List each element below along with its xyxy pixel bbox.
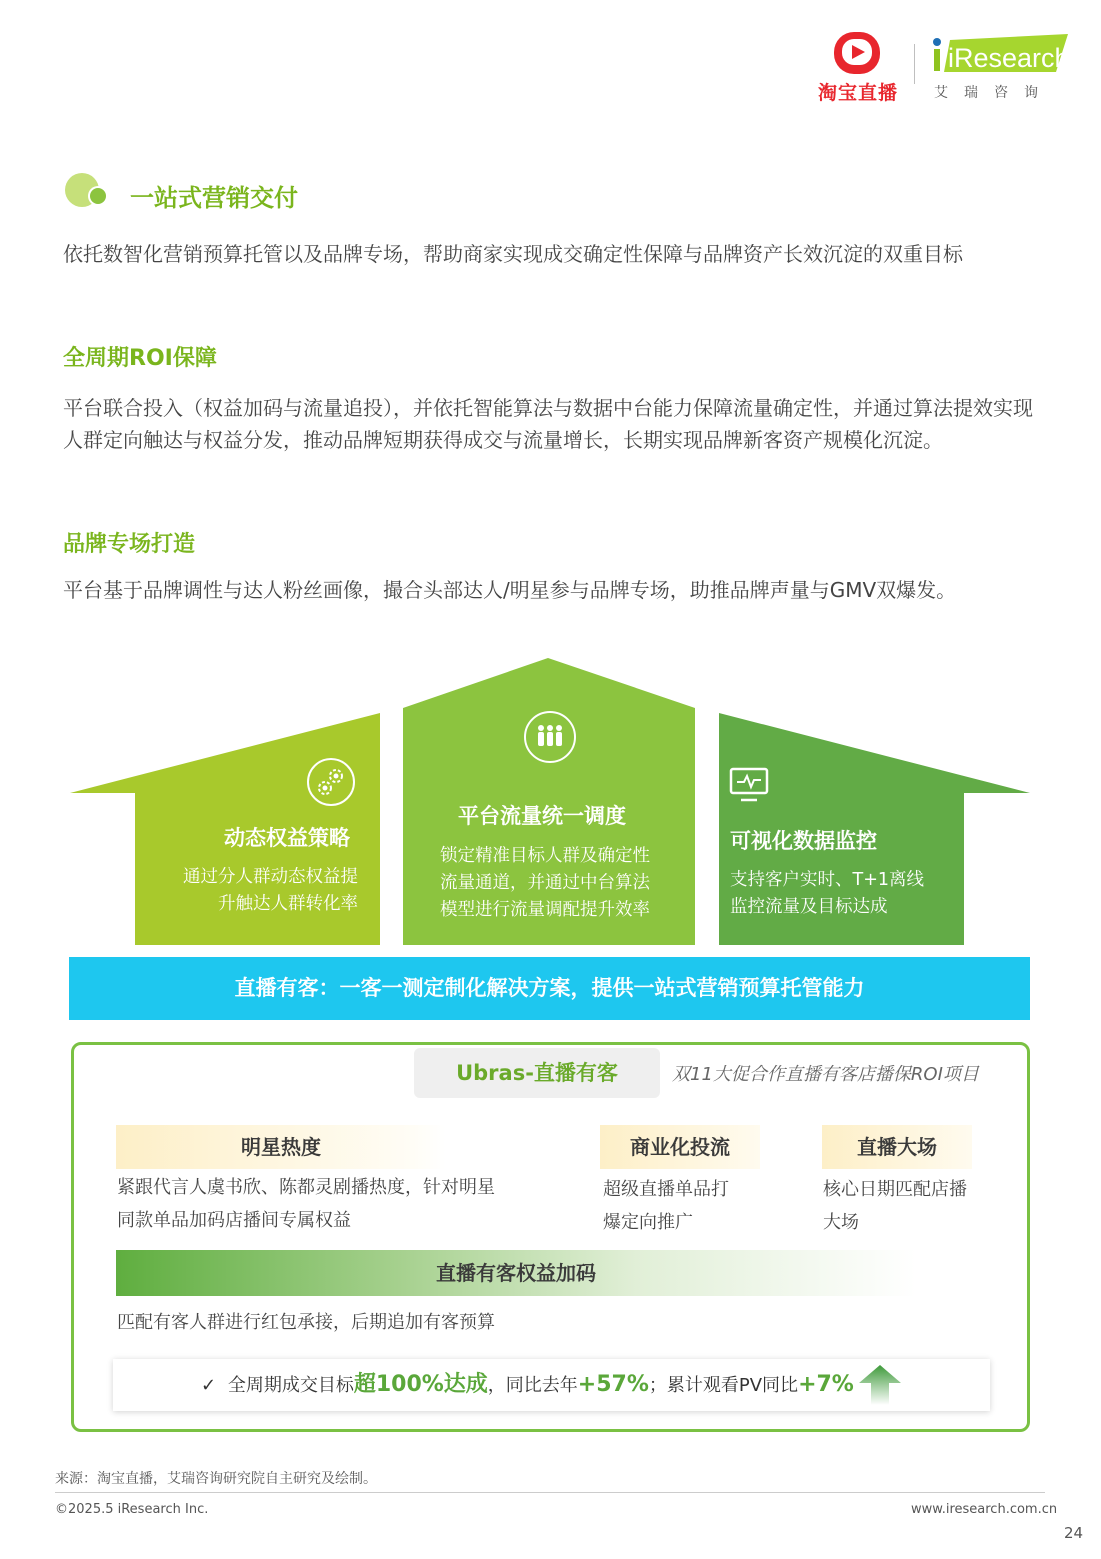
result-highlight-1: 超100%达成 [353, 1372, 488, 1397]
taobao-logo-text: 淘宝直播 [817, 82, 898, 104]
taobao-play-icon [812, 30, 904, 78]
house-left-desc-line: 通过分人群动态权益提 [183, 867, 358, 887]
house-center-desc-line: 锁定精准目标人群及确定性 [440, 846, 650, 866]
section-bubble-icon [64, 172, 114, 212]
block-text-roi: 平台联合投入（权益加码与流量追投），并依托智能算法与数据中台能力保障流量确定性，并通过算法提效实现人群定向触达与权益分发，推动品牌短期获得成交与流量增长，长期实现品牌新客资产规模化沉淀。 [63, 396, 1033, 452]
case-brand-label: Ubras-直播有客 [414, 1048, 660, 1098]
case-tag-star: 明星热度 [116, 1125, 446, 1169]
case-live-line: 大场 [823, 1212, 859, 1233]
house-right-desc-line: 支持客户实时、T+1离线 [730, 870, 924, 890]
result-highlight-3: +7% [798, 1372, 854, 1397]
result-part1: 全周期成交目标 [227, 1375, 354, 1396]
copyright: ©2025.5 iResearch Inc. [55, 1502, 209, 1517]
people-icon [523, 710, 577, 764]
case-live-text [823, 1173, 967, 1239]
bonus-bar: 直播有客权益加码 [116, 1250, 916, 1296]
check-icon: ✓ [201, 1375, 217, 1396]
house-left-title: 动态权益策略 [224, 826, 350, 850]
iresearch-logo-graphic [928, 32, 1073, 77]
section-title: 一站式营销交付 [130, 184, 298, 212]
case-star-text [117, 1171, 495, 1237]
case-ads-text [603, 1173, 729, 1239]
result-part2: ，同比去年 [487, 1375, 578, 1396]
house-right-title: 可视化数据监控 [730, 829, 877, 853]
block-text-brand: 平台基于品牌调性与达人粉丝画像，撮合头部达人/明星参与品牌专场，助推品牌声量与GMV双爆发。 [63, 578, 957, 602]
iresearch-logo-text: iResearch [948, 43, 1070, 73]
page-number: 24 [1064, 1524, 1084, 1542]
block-title-roi: 全周期ROI保障 [63, 346, 217, 371]
taobao-live-logo [812, 30, 904, 102]
case-star-line: 紧跟代言人虞书欣、陈都灵剧播热度，针对明星 [117, 1177, 495, 1198]
block-title-brand: 品牌专场打造 [63, 532, 196, 557]
house-center-desc-line: 模型进行流量调配提升效率 [440, 900, 650, 920]
iresearch-cn-name: 艾瑞咨询 [934, 85, 1054, 101]
house-left-desc [140, 864, 358, 918]
case-note: 双11大促合作直播有客店播保ROI项目 [672, 1064, 979, 1085]
house-left-desc-line: 升触达人群转化率 [218, 894, 358, 914]
case-live-line: 核心日期匹配店播 [823, 1179, 967, 1200]
website-link[interactable]: www.iresearch.com.cn [911, 1502, 1058, 1517]
house-right-desc-line: 监控流量及目标达成 [730, 897, 888, 917]
case-ads-line: 超级直播单品打 [603, 1179, 729, 1200]
bonus-text: 匹配有客人群进行红包承接，后期追加有客预算 [117, 1312, 495, 1333]
solution-banner: 直播有客：一客一测定制化解决方案，提供一站式营销预算托管能力 [69, 957, 1030, 1020]
case-tag-live: 直播大场 [822, 1125, 972, 1169]
result-line [201, 1359, 854, 1412]
iresearch-logo [928, 32, 1073, 102]
source-note: 来源：淘宝直播，艾瑞咨询研究院自主研究及绘制。 [55, 1471, 377, 1487]
house-center-desc [440, 843, 650, 924]
house-center-title: 平台流量统一调度 [458, 804, 626, 828]
result-box [113, 1359, 990, 1411]
case-ads-line: 爆定向推广 [603, 1212, 693, 1233]
case-star-line: 同款单品加码店播间专属权益 [117, 1210, 351, 1231]
logo-divider [914, 44, 915, 84]
result-part3: ；累计观看PV同比 [648, 1375, 799, 1396]
house-right-desc [730, 867, 924, 921]
monitor-chart-icon [729, 767, 769, 803]
result-highlight-2: +57% [577, 1372, 649, 1397]
up-arrow-icon [855, 1363, 905, 1407]
section-intro: 依托数智化营销预算托管以及品牌专场，帮助商家实现成交确定性保障与品牌资产长效沉淀的双重目标 [63, 242, 963, 266]
gears-icon [306, 757, 356, 807]
footer-divider [55, 1492, 1045, 1493]
case-tag-ads: 商业化投流 [600, 1125, 760, 1169]
house-center-desc-line: 流量通道，并通过中台算法 [440, 873, 650, 893]
